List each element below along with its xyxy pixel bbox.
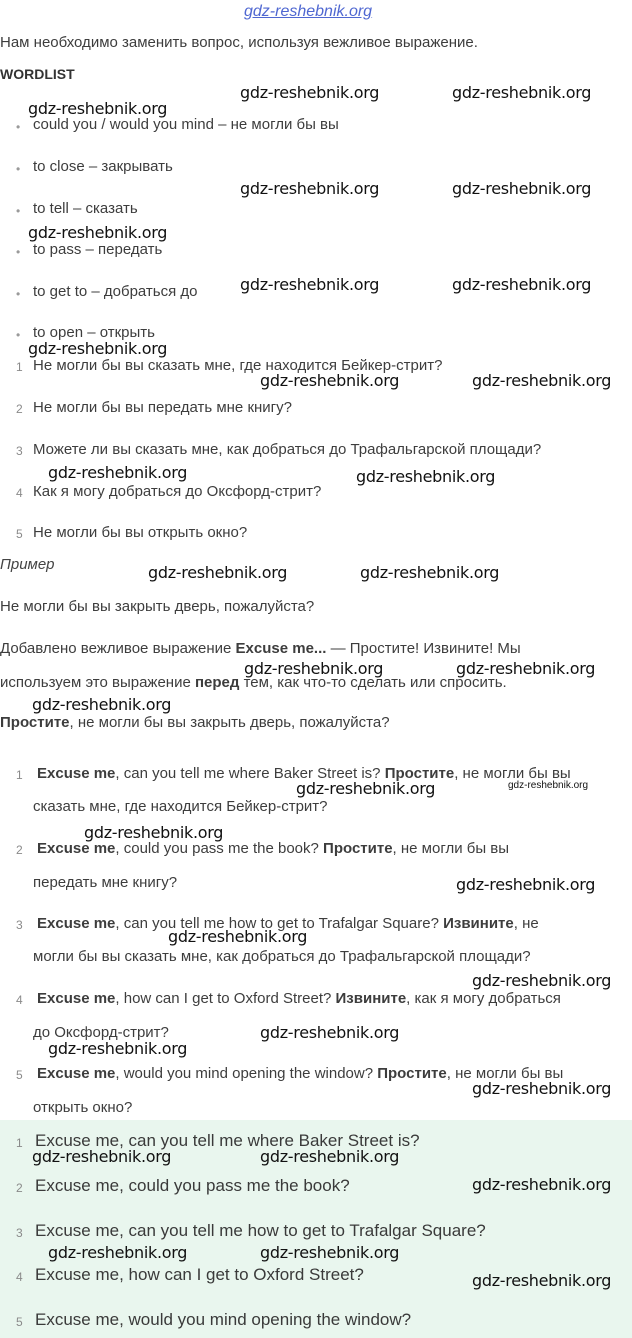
translation-number: 3 xyxy=(16,918,23,932)
translation-number: 5 xyxy=(16,1068,23,1082)
bold-text: Excuse me... xyxy=(235,640,327,657)
bold-text: Excuse me xyxy=(37,915,116,932)
translation-line xyxy=(37,840,509,857)
translation-number: 2 xyxy=(16,843,23,857)
watermark: gdz-reshebnik.org xyxy=(508,780,589,791)
bullet-dot: • xyxy=(16,162,21,176)
watermark: gdz-reshebnik.org xyxy=(260,1023,400,1042)
question-number: 2 xyxy=(16,402,23,416)
text: используем это выражение xyxy=(0,674,195,691)
watermark: gdz-reshebnik.org xyxy=(456,659,596,678)
answer-text: Excuse me, can you tell me how to get to Trafalgar Square? xyxy=(35,1221,486,1240)
text: , не могли бы вы xyxy=(392,840,510,857)
example-explanation-1 xyxy=(0,640,521,657)
translation-line-cont: могли бы вы сказать мне, как добраться до Трафальгарской площади? xyxy=(33,948,531,965)
watermark: gdz-reshebnik.org xyxy=(472,1079,612,1098)
bullet-dot: • xyxy=(16,204,21,218)
text: , как я могу добраться xyxy=(406,990,561,1007)
watermark: gdz-reshebnik.org xyxy=(452,83,592,102)
question-text: Как я могу добраться до Оксфорд-стрит? xyxy=(33,483,322,500)
text: , не могли бы вы закрыть дверь, пожалуйста? xyxy=(69,714,390,731)
wordlist-item: to open – открыть xyxy=(33,324,155,341)
watermark: gdz-reshebnik.org xyxy=(244,659,384,678)
question-text: Не могли бы вы открыть окно? xyxy=(33,524,248,541)
translation-number: 1 xyxy=(16,768,23,782)
question-number: 5 xyxy=(16,527,23,541)
wordlist-item: to close – закрывать xyxy=(33,158,173,175)
bullet-dot: • xyxy=(16,328,21,342)
bold-text: Простите xyxy=(323,840,393,857)
bold-text: Excuse me xyxy=(37,840,116,857)
answer-text: Excuse me, can you tell me where Baker Street is? xyxy=(35,1131,420,1150)
text: , how can I get to Oxford Street? xyxy=(115,990,336,1007)
watermark: gdz-reshebnik.org xyxy=(168,927,308,946)
question-text: Можете ли вы сказать мне, как добраться до Трафальгарской площади? xyxy=(33,441,542,458)
question-number: 4 xyxy=(16,486,23,500)
watermark: gdz-reshebnik.org xyxy=(296,779,436,798)
watermark: gdz-reshebnik.org xyxy=(260,1243,400,1262)
watermark: gdz-reshebnik.org xyxy=(148,563,288,582)
watermark: gdz-reshebnik.org xyxy=(240,179,380,198)
question-number: 3 xyxy=(16,444,23,458)
answer-number: 1 xyxy=(16,1136,23,1150)
wordlist-item: could you / would you mind – не могли бы вы xyxy=(33,116,339,133)
watermark: gdz-reshebnik.org xyxy=(28,223,168,242)
watermark: gdz-reshebnik.org xyxy=(452,179,592,198)
watermark: gdz-reshebnik.org xyxy=(32,695,172,714)
bullet-dot: • xyxy=(16,245,21,259)
watermark: gdz-reshebnik.org xyxy=(472,1175,612,1194)
text: Добавлено вежливое выражение xyxy=(0,640,236,657)
watermark: gdz-reshebnik.org xyxy=(260,1147,400,1166)
answer-text: Excuse me, would you mind opening the window? xyxy=(35,1310,412,1329)
site-title-watermark[interactable]: gdz-reshebnik.org xyxy=(244,3,373,20)
example-result xyxy=(0,714,390,731)
translation-line xyxy=(37,990,561,1007)
answer-text: Excuse me, how can I get to Oxford Street? xyxy=(35,1265,364,1284)
bullet-dot: • xyxy=(16,120,21,134)
bold-text: Excuse me xyxy=(37,765,116,782)
watermark: gdz-reshebnik.org xyxy=(28,339,168,358)
question-text: Не могли бы вы передать мне книгу? xyxy=(33,399,292,416)
translation-number: 4 xyxy=(16,993,23,1007)
wordlist-item: to get to – добраться до xyxy=(33,283,198,300)
watermark: gdz-reshebnik.org xyxy=(240,275,380,294)
watermark: gdz-reshebnik.org xyxy=(48,463,188,482)
watermark: gdz-reshebnik.org xyxy=(32,1147,172,1166)
text: , can you tell me how to get to Trafalgar Square? xyxy=(115,915,444,932)
watermark: gdz-reshebnik.org xyxy=(452,275,592,294)
answer-text: Excuse me, could you pass me the book? xyxy=(35,1176,350,1195)
watermark: gdz-reshebnik.org xyxy=(28,99,168,118)
text: , would you mind opening the window? xyxy=(115,1065,378,1082)
answer-number: 4 xyxy=(16,1270,23,1284)
wordlist-heading: WORDLIST xyxy=(0,66,75,82)
text: , не могли бы вы xyxy=(454,765,571,782)
watermark: gdz-reshebnik.org xyxy=(456,875,596,894)
bold-text: Извините xyxy=(443,915,514,932)
bold-text: Простите xyxy=(0,714,70,731)
watermark: gdz-reshebnik.org xyxy=(356,467,496,486)
question-number: 1 xyxy=(16,360,23,374)
bold-text: Excuse me xyxy=(37,990,116,1007)
watermark: gdz-reshebnik.org xyxy=(240,83,380,102)
wordlist-item: to pass – передать xyxy=(33,241,163,258)
answer-number: 2 xyxy=(16,1181,23,1195)
intro-text: Нам необходимо заменить вопрос, используя вежливое выражение. xyxy=(0,34,478,51)
watermark: gdz-reshebnik.org xyxy=(84,823,224,842)
translation-line-cont: передать мне книгу? xyxy=(33,874,178,891)
question-text: Не могли бы вы сказать мне, где находится Бейкер-стрит? xyxy=(33,357,443,374)
bold-text: Простите xyxy=(377,1065,447,1082)
text: , could you pass me the book? xyxy=(115,840,324,857)
example-sentence: Не могли бы вы закрыть дверь, пожалуйста? xyxy=(0,598,315,615)
watermark: gdz-reshebnik.org xyxy=(48,1243,188,1262)
answer-number: 5 xyxy=(16,1315,23,1329)
example-label: Пример xyxy=(0,556,55,573)
bullet-dot: • xyxy=(16,287,21,301)
watermark: gdz-reshebnik.org xyxy=(472,1271,612,1290)
bold-text: Извините xyxy=(335,990,407,1007)
bold-text: перед xyxy=(194,674,240,691)
translation-line-cont: до Оксфорд-стрит? xyxy=(33,1024,169,1041)
watermark: gdz-reshebnik.org xyxy=(260,371,400,390)
watermark: gdz-reshebnik.org xyxy=(360,563,500,582)
text: , не могли бы вы xyxy=(446,1065,564,1082)
translation-line-cont: открыть окно? xyxy=(33,1099,133,1116)
translation-line-cont: сказать мне, где находится Бейкер-стрит? xyxy=(33,798,328,815)
text: тем, как что-то сделать или спросить. xyxy=(239,674,507,691)
bold-text: Excuse me xyxy=(37,1065,116,1082)
bold-text: Простите xyxy=(384,765,455,782)
watermark: gdz-reshebnik.org xyxy=(472,371,612,390)
text: , не xyxy=(513,915,539,932)
watermark: gdz-reshebnik.org xyxy=(48,1039,188,1058)
answer-number: 3 xyxy=(16,1226,23,1240)
text: , can you tell me where Baker Street is? xyxy=(115,765,385,782)
watermark: gdz-reshebnik.org xyxy=(472,971,612,990)
wordlist-item: to tell – сказать xyxy=(33,200,138,217)
text: — Простите! Извините! Мы xyxy=(326,640,521,657)
